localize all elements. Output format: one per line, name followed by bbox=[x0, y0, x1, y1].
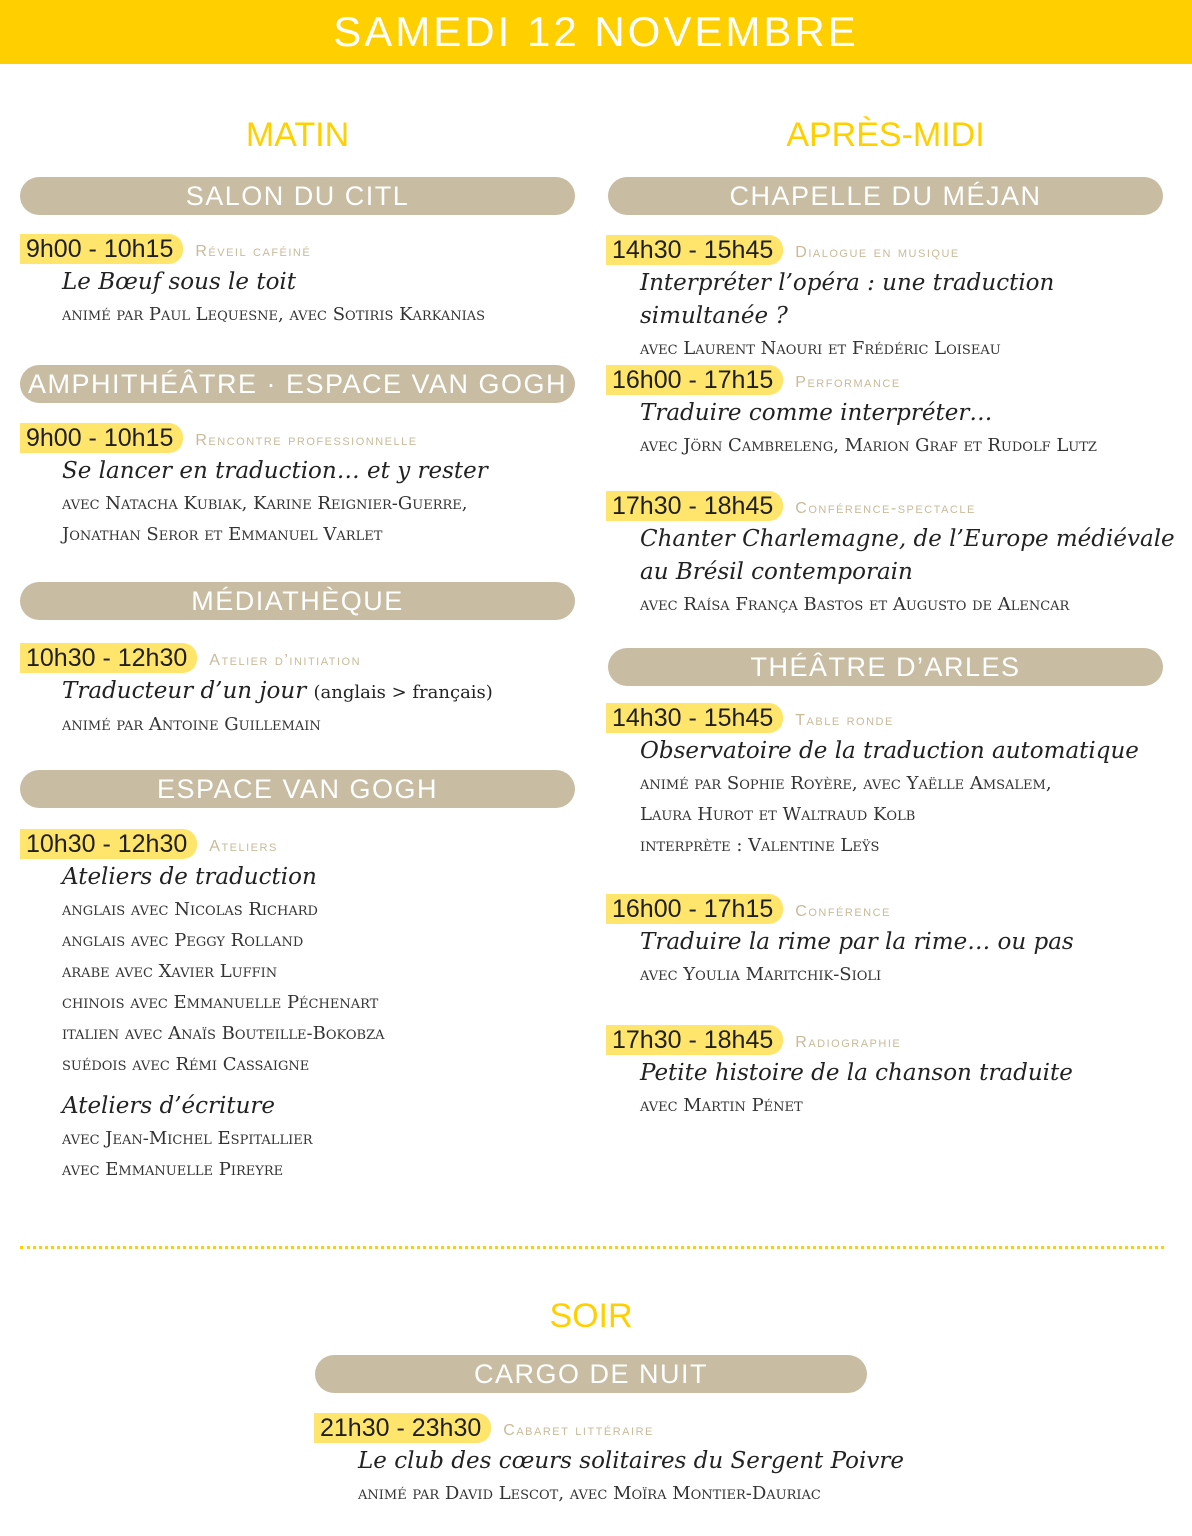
event-title: Le Bœuf sous le toit bbox=[62, 269, 297, 295]
event-type: Dialogue en musique bbox=[795, 244, 960, 261]
event-time: 9h00 - 10h15 bbox=[20, 423, 183, 453]
event-type: Ateliers bbox=[209, 838, 278, 855]
event-time: 10h30 - 12h30 bbox=[20, 829, 197, 859]
event-participants: avec Youlia Maritchik-Sioli bbox=[640, 964, 882, 985]
event-type: Table ronde bbox=[795, 712, 894, 729]
event-title-continued: au Brésil contemporain bbox=[640, 559, 913, 585]
venue-amphitheatre: AMPHITHÉÂTRE · ESPACE VAN GOGH bbox=[20, 365, 575, 403]
event-time: 17h30 - 18h45 bbox=[606, 491, 783, 521]
event-title: Chanter Charlemagne, de l’Europe médiévale bbox=[640, 526, 1175, 552]
event-title: Ateliers de traduction bbox=[62, 864, 317, 890]
event-participants: avec Raísa França Bastos et Augusto de Alencar bbox=[640, 594, 1070, 615]
event-cabaret-litteraire bbox=[314, 1413, 914, 1509]
event-radiographie bbox=[606, 1025, 1186, 1121]
venue-theatre-d-arles: THÉÂTRE D’ARLES bbox=[608, 648, 1163, 686]
event-type: Conférence-spectacle bbox=[795, 500, 976, 517]
event-conference-spectacle bbox=[606, 491, 1186, 620]
event-time: 9h00 - 10h15 bbox=[20, 234, 183, 264]
event-performance bbox=[606, 365, 1186, 461]
header-bar bbox=[0, 0, 1192, 64]
workshop-line: avec Emmanuelle Pireyre bbox=[62, 1159, 284, 1180]
event-participants: animé par David Lescot, avec Moïra Montier-Dauriac bbox=[358, 1483, 821, 1504]
event-time: 16h00 - 17h15 bbox=[606, 894, 783, 924]
event-participants: avec Natacha Kubiak, Karine Reignier-Guerre, bbox=[62, 493, 468, 514]
period-evening: SOIR bbox=[549, 1297, 633, 1335]
event-title: Observatoire de la traduction automatique bbox=[640, 738, 1139, 764]
workshop-line: avec Jean-Michel Espitallier bbox=[62, 1128, 313, 1149]
event-time: 21h30 - 23h30 bbox=[314, 1413, 491, 1443]
venue-espace-van-gogh: ESPACE VAN GOGH bbox=[20, 770, 575, 808]
event-interpreter: interprète : Valentine Leÿs bbox=[640, 835, 880, 856]
event-title: Traduire la rime par la rime… ou pas bbox=[640, 929, 1074, 955]
event-time: 16h00 - 17h15 bbox=[606, 365, 783, 395]
event-rencontre-professionnelle bbox=[20, 423, 580, 550]
event-time: 10h30 - 12h30 bbox=[20, 643, 197, 673]
event-title bbox=[62, 675, 580, 709]
event-title: Petite histoire de la chanson traduite bbox=[640, 1060, 1073, 1086]
workshop-line: suédois avec Rémi Cassaigne bbox=[62, 1054, 310, 1075]
event-title: Traduire comme interpréter… bbox=[640, 400, 993, 426]
event-atelier-initiation bbox=[20, 643, 580, 740]
workshop-line: chinois avec Emmanuelle Péchenart bbox=[62, 992, 379, 1013]
event-type: Radiographie bbox=[795, 1034, 902, 1051]
event-participants: animé par Antoine Guillemain bbox=[62, 714, 321, 735]
event-ateliers bbox=[20, 829, 580, 1185]
event-participants: Laura Hurot et Waltraud Kolb bbox=[640, 804, 916, 825]
event-type: Atelier d’initiation bbox=[209, 652, 362, 669]
period-morning: MATIN bbox=[245, 116, 350, 154]
event-type: Conférence bbox=[795, 903, 891, 920]
event-type: Réveil caféiné bbox=[195, 243, 312, 260]
event-type: Cabaret littéraire bbox=[503, 1422, 654, 1439]
venue-mediatheque: MÉDIATHÈQUE bbox=[20, 582, 575, 620]
workshop-line: arabe avec Xavier Luffin bbox=[62, 961, 278, 982]
page-title: SAMEDI 12 NOVEMBRE bbox=[333, 8, 859, 55]
event-participants: Jonathan Seror et Emmanuel Varlet bbox=[62, 524, 383, 545]
event-title-note: (anglais > français) bbox=[313, 682, 493, 703]
event-participants: animé par Sophie Royère, avec Yaëlle Amsalem, bbox=[640, 773, 1052, 794]
event-participants: avec Jörn Cambreleng, Marion Graf et Rudolf Lutz bbox=[640, 435, 1097, 456]
event-conference bbox=[606, 894, 1186, 990]
event-participants: animé par Paul Lequesne, avec Sotiris Karkanias bbox=[62, 304, 486, 325]
event-time: 14h30 - 15h45 bbox=[606, 703, 783, 733]
event-time: 14h30 - 15h45 bbox=[606, 235, 783, 265]
dotted-divider bbox=[20, 1246, 1164, 1249]
event-title-text: Traducteur d’un jour bbox=[62, 678, 307, 704]
event-participants: avec Martin Pénet bbox=[640, 1095, 803, 1116]
event-subtitle: Ateliers d’écriture bbox=[62, 1093, 276, 1119]
event-table-ronde bbox=[606, 703, 1186, 861]
event-type: Rencontre professionnelle bbox=[195, 432, 418, 449]
venue-salon-du-citl: SALON DU CITL bbox=[20, 177, 575, 215]
event-title: Interpréter l’opéra : une traduction simultanée ? bbox=[640, 270, 1055, 329]
event-title: Le club des cœurs solitaires du Sergent Poivre bbox=[358, 1448, 904, 1474]
event-reveil-cafeine bbox=[20, 234, 580, 330]
workshop-line: anglais avec Nicolas Richard bbox=[62, 899, 318, 920]
period-afternoon: APRÈS-MIDI bbox=[786, 116, 985, 154]
event-type: Performance bbox=[795, 374, 901, 391]
workshop-line: anglais avec Peggy Rolland bbox=[62, 930, 304, 951]
event-dialogue-en-musique bbox=[606, 235, 1186, 364]
event-participants: avec Laurent Naouri et Frédéric Loiseau bbox=[640, 338, 1001, 359]
workshop-line: italien avec Anaïs Bouteille-Bokobza bbox=[62, 1023, 385, 1044]
event-time: 17h30 - 18h45 bbox=[606, 1025, 783, 1055]
venue-chapelle-du-mejan: CHAPELLE DU MÉJAN bbox=[608, 177, 1163, 215]
venue-cargo-de-nuit: CARGO DE NUIT bbox=[315, 1355, 867, 1393]
event-title: Se lancer en traduction… et y rester bbox=[62, 458, 488, 484]
